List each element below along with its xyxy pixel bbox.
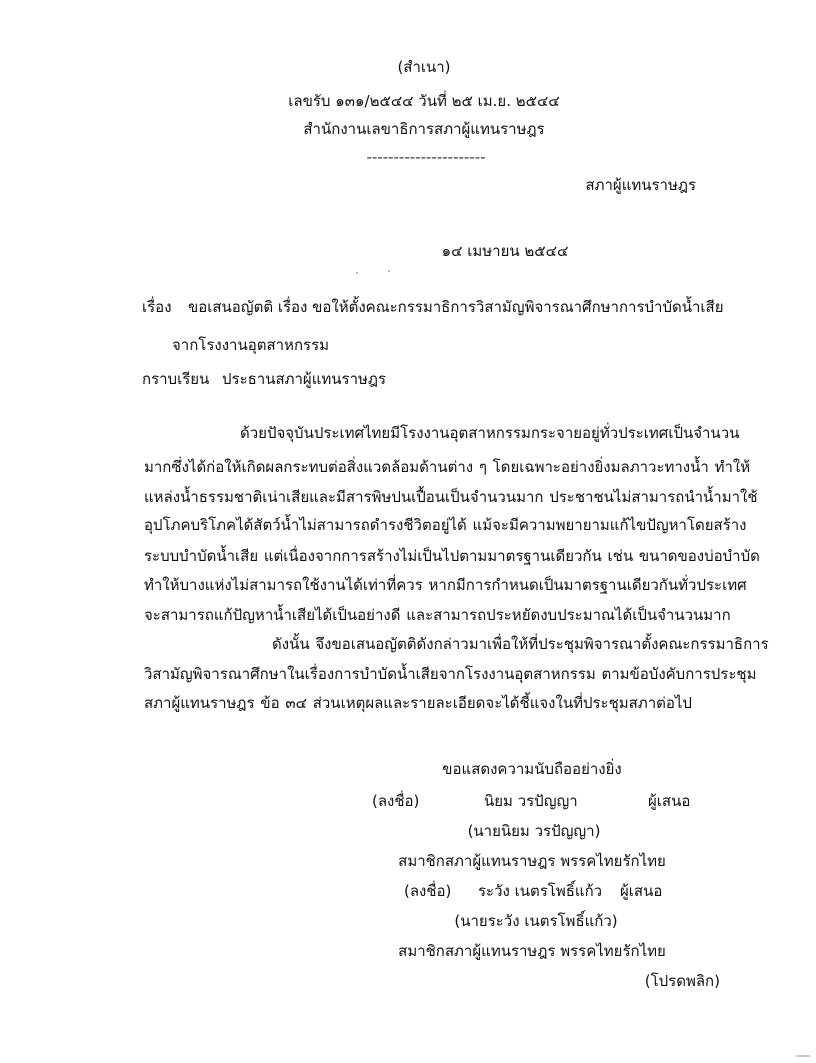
signer-role: ผู้เสนอ	[620, 882, 663, 900]
body-line: มากซึ่งได้ก่อให้เกิดผลกระทบต่อสิ่งแวดล้อมด้านต่าง ๆ โดยเฉพาะอย่างยิ่งมลภาวะทางน้ำ ทำให้	[144, 458, 751, 476]
body-line: อุปโภคบริโภคได้สัตว์น้ำไม่สามารถดำรงชีวิตอยู่ได้ แม้จะมีความพยายามแก้ไขปัญหาโดยสร้าง	[144, 516, 747, 534]
closing-phrase: ขอแสดงความนับถืออย่างยิ่ง	[442, 760, 622, 778]
copy-label: (สำเนา)	[397, 58, 451, 76]
signer-position: สมาชิกสภาผู้แทนราษฎร พรรคไทยรักไทย	[398, 852, 666, 870]
salutation-label: กราบเรียน	[142, 370, 210, 388]
body-line: แหล่งน้ำธรรมชาติเน่าเสียและมีสารพิษปนเปื้อนเป็นจำนวนมาก ประชาชนไม่สามารถนำน้ำมาใช้	[144, 488, 758, 506]
subject-label: เรื่อง	[142, 298, 172, 316]
signer-full-name: (นายนิยม วรปัญญา)	[467, 822, 601, 840]
body-line: ทำให้บางแห่งไม่สามารถใช้งานได้เท่าที่ควร หากมีการกำหนดเป็นมาตรฐานเดียวกันทั่วประเทศ	[144, 576, 747, 594]
body-line: จะสามารถแก้ปัญหาน้ำเสียได้เป็นอย่างดี และสามารถประหยัดงบประมาณได้เป็นจำนวนมาก	[144, 606, 731, 624]
body-line: ดังนั้น จึงขอเสนอญัตติดังกล่าวมาเพื่อให้ที่ประชุมพิจารณาตั้งคณะกรรมาธิการ	[272, 635, 769, 653]
signer-role: ผู้เสนอ	[648, 792, 691, 810]
signer-name: นิยม วรปัญญา	[484, 792, 578, 810]
receiving-office: สำนักงานเลขาธิการสภาผู้แทนราษฎร	[303, 120, 545, 138]
salutation-recipient: ประธานสภาผู้แทนราษฎร	[222, 370, 387, 388]
scan-edge-mark	[796, 1055, 810, 1057]
body-line: สภาผู้แทนราษฎร ข้อ ๓๔ ส่วนเหตุผลและรายละเอียดจะได้ชี้แจงในที่ประชุมสภาต่อไป	[144, 694, 692, 712]
body-line: วิสามัญพิจารณาศึกษาในเรื่องการบำบัดน้ำเสียจากโรงงานอุตสาหกรรม ตามข้อบังคับการประชุม	[144, 665, 757, 683]
document-date: ๑๔ เมษายน ๒๕๔๔	[441, 242, 569, 260]
signer-full-name: (นายระวัง เนตรโพธิ์แก้ว)	[454, 912, 618, 930]
scan-speck	[356, 272, 358, 274]
header-separator: ----------------------	[366, 148, 486, 166]
body-line: ด้วยปัจจุบันประเทศไทยมีโรงงานอุตสาหกรรมกระจายอยู่ทั่วประเทศเป็นจำนวน	[240, 424, 740, 442]
signature-label: (ลงชื่อ)	[372, 792, 420, 810]
subject-line-1: ขอเสนอญัตติ เรื่อง ขอให้ตั้งคณะกรรมาธิการวิสามัญพิจารณาศึกษาการบำบัดน้ำเสีย	[188, 298, 724, 316]
scan-speck	[388, 270, 390, 272]
signer-name: ระวัง เนตรโพธิ์แก้ว	[478, 882, 603, 900]
signer-position: สมาชิกสภาผู้แทนราษฎร พรรคไทยรักไทย	[398, 942, 666, 960]
turn-over-note: (โปรดพลิก)	[644, 972, 720, 990]
signature-label: (ลงชื่อ)	[404, 882, 452, 900]
sender-place: สภาผู้แทนราษฎร	[585, 176, 696, 194]
subject-line-2: จากโรงงานอุตสาหกรรม	[172, 336, 330, 354]
receipt-number: เลขรับ ๑๓๑/๒๕๔๔ วันที่ ๒๕ เม.ย. ๒๕๔๔	[288, 92, 560, 110]
body-line: ระบบบำบัดน้ำเสีย แต่เนื่องจากการสร้างไม่เป็นไปตามมาตรฐานเดียวกัน เช่น ขนาดของบ่อบำบัด	[144, 547, 760, 565]
